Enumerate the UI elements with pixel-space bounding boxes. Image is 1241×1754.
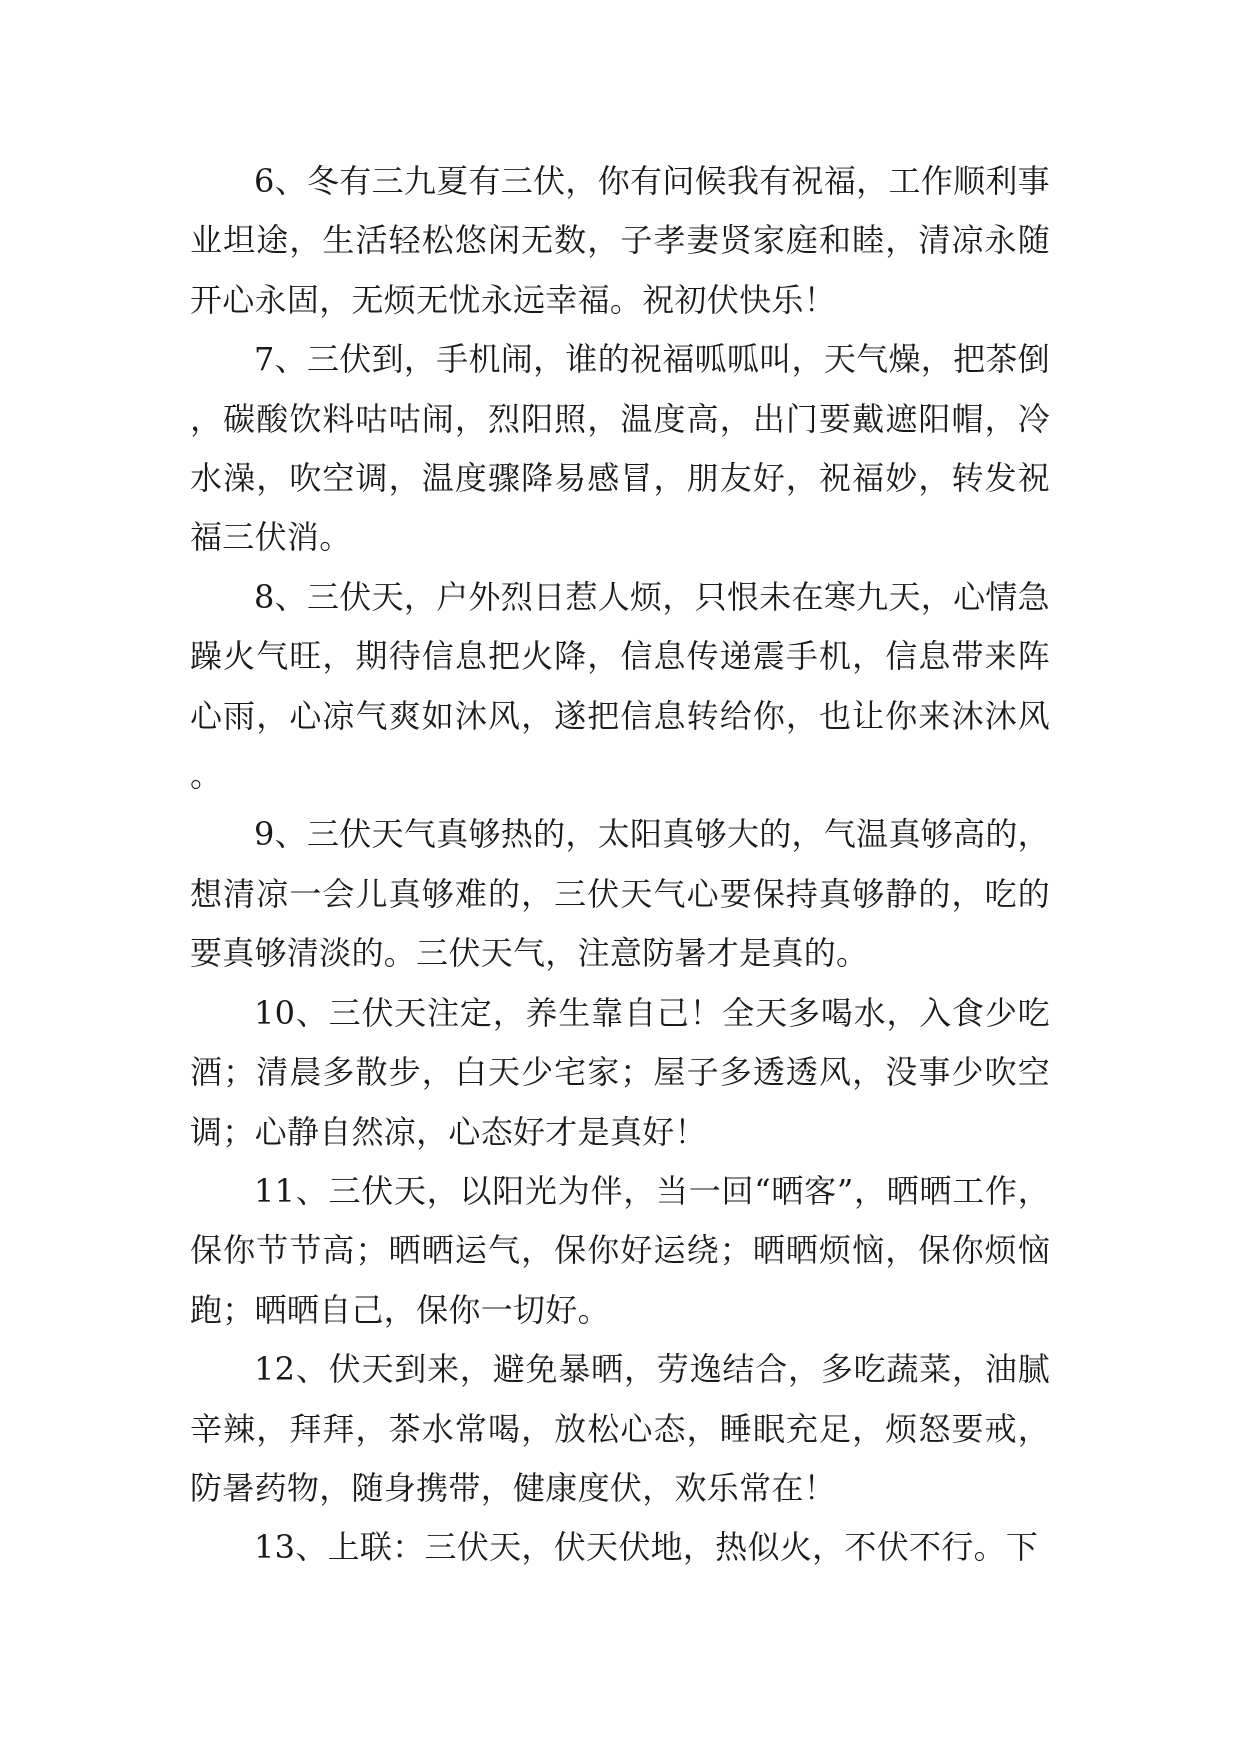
paragraph-12: 12、伏天到来，避免暴晒，劳逸结合，多吃蔬菜，油腻辛辣，拜拜，茶水常喝，放松心态，睡眠充足，烦怒要戒，防暑药物，随身携带，健康度伏，欢乐常在！ <box>190 1350 1050 1507</box>
paragraph-6: 6、冬有三九夏有三伏，你有问候我有祝福，工作顺利事业坦途，生活轻松悠闲无数，子孝妻贤家庭和睦，清凉永随开心永固，无烦无忧永远幸福。祝初伏快乐！ <box>190 162 1050 319</box>
paragraph-10: 10、三伏天注定，养生靠自己！全天多喝水，入食少吃酒；清晨多散步，白天少宅家；屋子多透透风，没事少吹空调；心静自然凉，心态好才是真好！ <box>190 993 1050 1151</box>
document-body <box>190 152 1050 1578</box>
paragraph-8: 8、三伏天，户外烈日惹人烦，只恨未在寒九天，心情急躁火气旺，期待信息把火降，信息传递震手机，信息带来阵心雨，心凉气爽如沐风，遂把信息转给你，也让你来沐沐风。 <box>190 577 1050 795</box>
paragraph-11: 11、三伏天，以阳光为伴，当一回“晒客”，晒晒工作，保你节节高；晒晒运气，保你好运绕；晒晒烦恼，保你烦恼跑；晒晒自己，保你一切好。 <box>190 1171 1050 1329</box>
paragraph-9: 9、三伏天气真够热的，太阳真够大的，气温真够高的，想清凉一会儿真够难的，三伏天气心要保持真够静的，吃的要真够清淡的。三伏天气，注意防暑才是真的。 <box>190 815 1050 973</box>
paragraph-13: 13、上联：三伏天，伏天伏地，热似火，不伏不行。下 <box>254 1528 1039 1567</box>
paragraph-7: 7、三伏到，手机闹，谁的祝福呱呱叫，天气燥，把茶倒，碳酸饮料咕咕闹，烈阳照，温度高，出门要戴遮阳帽，冷水澡，吹空调，温度骤降易感冒，朋友好，祝福妙，转发祝福三伏消。 <box>190 340 1050 557</box>
